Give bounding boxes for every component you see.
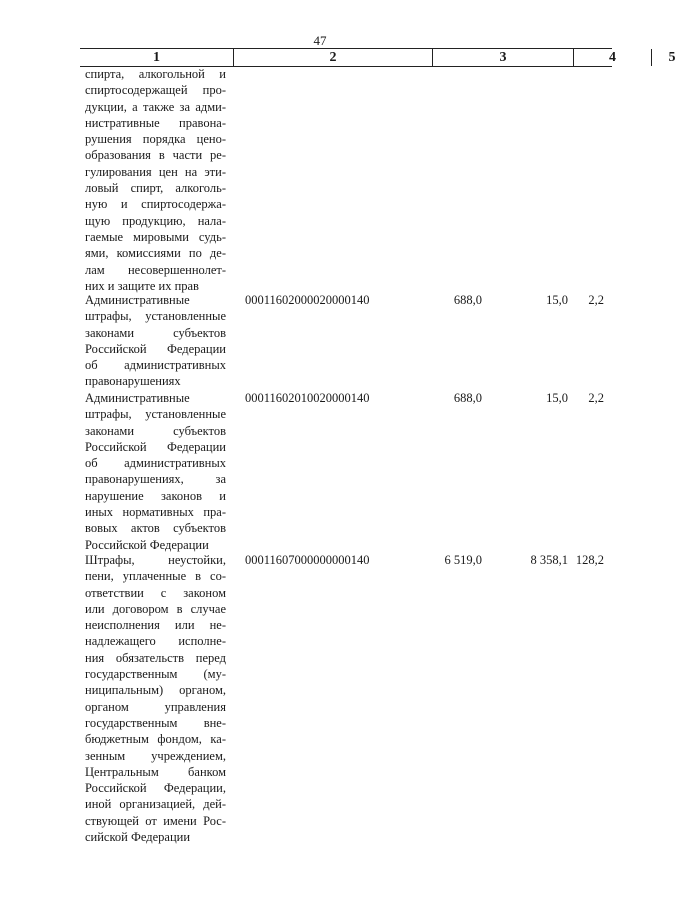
text-line: правонарушениях, за — [85, 472, 226, 487]
text-line: ствующей от имени Рос- — [85, 813, 226, 828]
text-line: Российской Федерации, — [85, 781, 226, 796]
text-line: дукции, а также за адми- — [85, 99, 226, 114]
text-line: Российской Федерации — [85, 341, 226, 356]
text-line: лам несовершеннолет- — [85, 262, 226, 277]
text-line: сийской Федерации — [85, 830, 191, 845]
text-line: спирта, алкогольной и — [85, 67, 226, 81]
text-line: Административные — [85, 293, 190, 307]
table-header — [80, 48, 676, 67]
text-line: об административных — [85, 358, 226, 373]
text-line: пени, уплаченные в со- — [85, 569, 226, 584]
text-line: вовых актов субъектов — [85, 521, 226, 536]
text-line: щую продукцию, нала- — [85, 213, 226, 228]
row-col4: 8 358,1 — [530, 553, 568, 567]
text-line: государственным вне- — [85, 715, 226, 730]
row-col4: 15,0 — [546, 293, 568, 307]
text-line: них и защите их прав — [85, 278, 199, 293]
text-line: гулирования цен на эти- — [85, 164, 226, 179]
text-line: надлежащего исполне- — [85, 634, 226, 649]
text-line: Центральным банком — [85, 764, 226, 779]
text-line: штрафы, установленные — [85, 309, 226, 324]
row-col3: 688,0 — [453, 293, 482, 307]
text-line: образования в части ре- — [85, 148, 226, 163]
text-line: ную и спиртосодержа- — [85, 197, 226, 212]
text-line: ответствии с законом — [85, 585, 226, 600]
text-line: нарушение законов и — [85, 488, 226, 503]
text-line: нистративные правона- — [85, 115, 226, 130]
header-col-2: 2 — [329, 50, 337, 65]
header-col-3: 3 — [499, 50, 507, 65]
text-line: ниципальным) органом, — [85, 683, 226, 698]
text-line: государственным (му- — [85, 667, 226, 682]
text-line: или договором в случае — [85, 601, 226, 616]
text-line: Штрафы, неустойки, — [85, 553, 226, 567]
text-line: органом управления — [85, 699, 226, 714]
header-col-4: 4 — [609, 50, 616, 65]
text-line: бюджетным фондом, ка- — [85, 732, 226, 747]
text-line: ния обязательств перед — [85, 650, 226, 665]
text-line: спиртосодержащей про- — [85, 83, 226, 98]
row-col5: 2,2 — [588, 391, 604, 405]
text-line: Российской Федерации — [85, 439, 226, 454]
text-line: законами субъектов — [85, 423, 226, 438]
text-line: неисполнения или не- — [85, 618, 226, 633]
continuation-text — [85, 66, 226, 294]
text-line: иной организацией, дей- — [85, 797, 226, 812]
text-line: законами субъектов — [85, 325, 226, 340]
row-col3: 6 519,0 — [444, 553, 482, 567]
text-line: ями, комиссиями по де- — [85, 246, 226, 261]
header-col-1: 1 — [153, 50, 160, 65]
table-row-name — [85, 292, 226, 390]
row-code: 00011607000000000140 — [245, 553, 370, 567]
table-row-name — [85, 390, 226, 553]
text-line: штрафы, установленные — [85, 407, 226, 422]
text-line: об административных — [85, 456, 226, 471]
page-number: 47 — [313, 33, 327, 48]
text-line: правонарушениях — [85, 374, 181, 389]
text-line: рушения порядка цено- — [85, 132, 226, 147]
row-col5: 128,2 — [575, 553, 604, 567]
row-col4: 15,0 — [546, 391, 568, 405]
text-line: ловый спирт, алкоголь- — [85, 181, 226, 196]
row-code: 00011602000020000140 — [245, 293, 370, 307]
table-row-name — [85, 552, 226, 845]
text-line: иных нормативных пра- — [85, 505, 226, 520]
text-line: зенным учреждением, — [85, 748, 226, 763]
row-code: 00011602010020000140 — [245, 391, 370, 405]
row-col5: 2,2 — [588, 293, 604, 307]
text-line: Российской Федерации — [85, 537, 209, 552]
header-col-5: 5 — [668, 50, 676, 65]
row-col3: 688,0 — [453, 391, 482, 405]
text-line: Административные — [85, 391, 190, 405]
text-line: гаемые мировыми судь- — [85, 229, 226, 244]
